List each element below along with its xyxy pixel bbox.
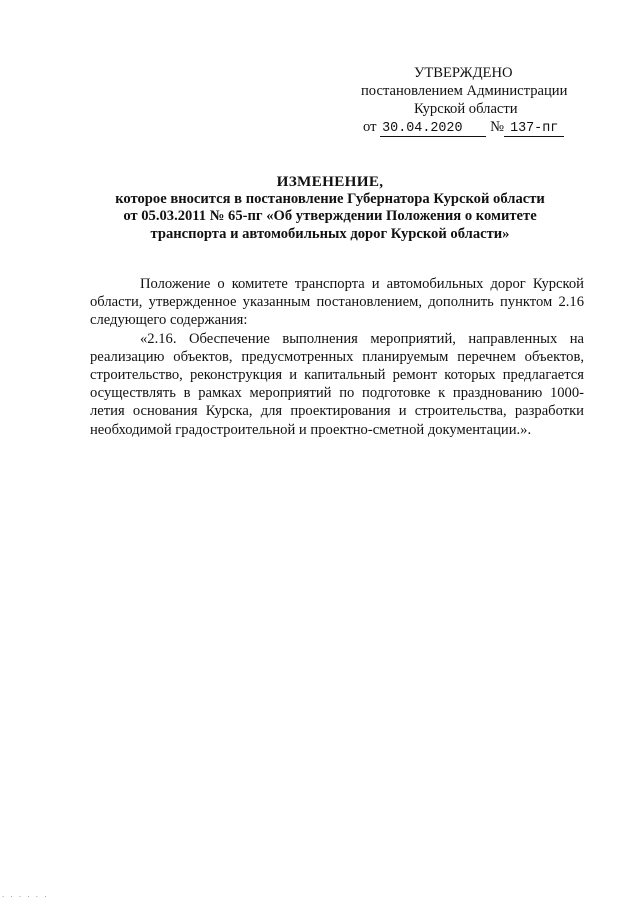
approval-date-number <box>340 118 600 137</box>
document-subtitle-line-3: транспорта и автомобильных дорог Курской области» <box>150 225 510 242</box>
document-subtitle-line-1: которое вносится в постановление Губернатора Курской области <box>115 190 545 207</box>
approval-number: 137-пг <box>504 121 564 137</box>
document-heading <box>80 173 580 243</box>
approval-stamp <box>340 64 600 137</box>
approval-date: 30.04.2020 <box>380 121 486 137</box>
document-body <box>90 275 584 439</box>
scan-artifact: · · · · · · <box>2 893 49 901</box>
approval-region: Курской области <box>414 101 518 117</box>
approval-authority: постановлением Администрации <box>361 83 568 99</box>
body-paragraph-1: Положение о комитете транспорта и автомобильных дорог Курской области, утвержденное указанным постановлением, дополнить пунктом 2.16 следующего содержания: <box>90 276 584 329</box>
approval-title: УТВЕРЖДЕНО <box>414 65 513 81</box>
body-paragraph-2: «2.16. Обеспечение выполнения мероприятий, направленных на реализацию объектов, предусмотренных планируемым перечнем объектов, строительство, реконструкция и капитальный ремонт которых предлагается осуществлять в рамках мероприятий по подготовке к празднованию 1000-летия основания Курска, для проектирования и строительства, разработки необходимой градостроительной и проектно-сметной документации.». <box>90 330 584 438</box>
document-subtitle-line-2: от 05.03.2011 № 65-пг «Об утверждении Положения о комитете <box>123 208 537 224</box>
date-prefix: от <box>363 119 377 135</box>
document-title: ИЗМЕНЕНИЕ, <box>276 173 384 190</box>
number-sign: № <box>490 119 505 135</box>
